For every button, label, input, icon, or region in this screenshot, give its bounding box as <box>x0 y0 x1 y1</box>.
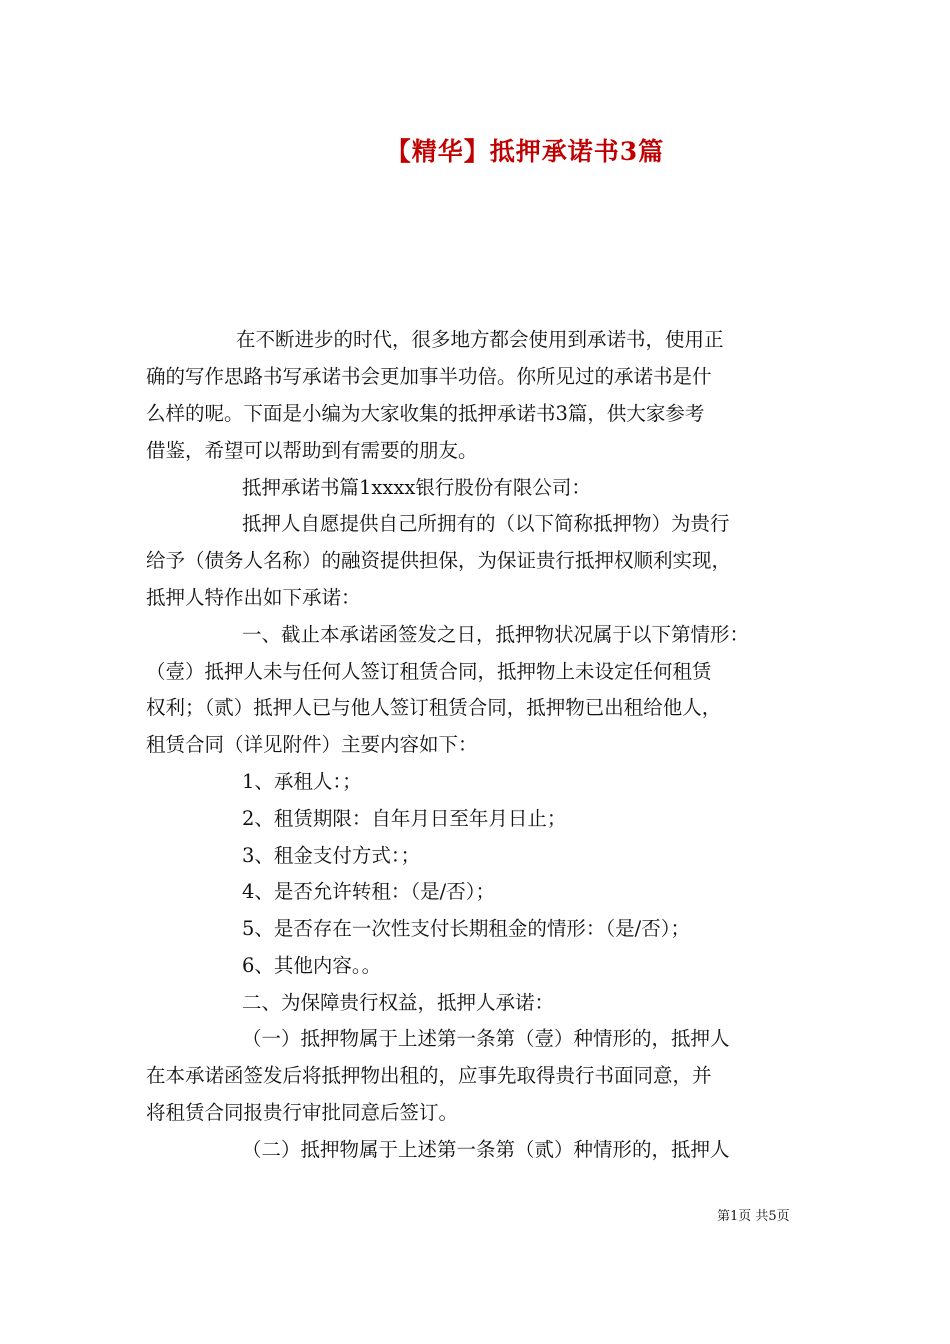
body-line: 给予（债务人名称）的融资提供担保，为保证贵行抵押权顺利实现， <box>146 549 732 572</box>
body-line: （一）抵押物属于上述第一条第（壹）种情形的，抵押人 <box>242 1027 730 1050</box>
body-line: 抵押人自愿提供自己所拥有的（以下简称抵押物）为贵行 <box>242 512 730 535</box>
body-line: 权利；（贰）抵押人已与他人签订租赁合同，抵押物已出租给他人， <box>146 696 722 719</box>
body-line: 确的写作思路书写承诺书会更加事半功倍。你所见过的承诺书是什 <box>146 365 712 388</box>
page-number: 第1页 共5页 <box>717 1209 790 1224</box>
body-line: 1、承租人：； <box>242 770 362 793</box>
body-line: 在不断进步的时代，很多地方都会使用到承诺书，使用正 <box>236 328 724 351</box>
body-line: 5、是否存在一次性支付长期租金的情形：（是/否）； <box>242 917 690 940</box>
body-line: 3、租金支付方式：； <box>242 844 421 867</box>
document-title: 【精华】抵押承诺书3篇 <box>385 137 665 166</box>
body-line: 将租赁合同报贵行审批同意后签订。 <box>146 1101 459 1124</box>
body-line: （二）抵押物属于上述第一条第（贰）种情形的，抵押人 <box>242 1138 730 1161</box>
body-line: 租赁合同（详见附件）主要内容如下： <box>146 733 478 756</box>
body-line: 在本承诺函签发后将抵押物出租的，应事先取得贵行书面同意，并 <box>146 1064 712 1087</box>
body-line: 4、是否允许转租：（是/否）； <box>242 880 495 903</box>
body-line: 借鉴，希望可以帮助到有需要的朋友。 <box>146 439 478 462</box>
body-line: 一、截止本承诺函签发之日，抵押物状况属于以下第情形： <box>242 623 750 646</box>
body-line: （壹）抵押人未与任何人签订租赁合同，抵押物上未设定任何租赁 <box>146 660 712 683</box>
body-line: 2、租赁期限：自年月日至年月日止； <box>242 807 567 830</box>
body-line: 二、为保障贵行权益，抵押人承诺： <box>242 991 555 1014</box>
body-line: 抵押人特作出如下承诺： <box>146 586 361 609</box>
body-line: 么样的呢。下面是小编为大家收集的抵押承诺书3篇，供大家参考 <box>146 402 705 425</box>
body-line: 6、其他内容。。 <box>242 954 382 977</box>
body-line: 抵押承诺书篇1xxxx银行股份有限公司： <box>242 476 591 499</box>
